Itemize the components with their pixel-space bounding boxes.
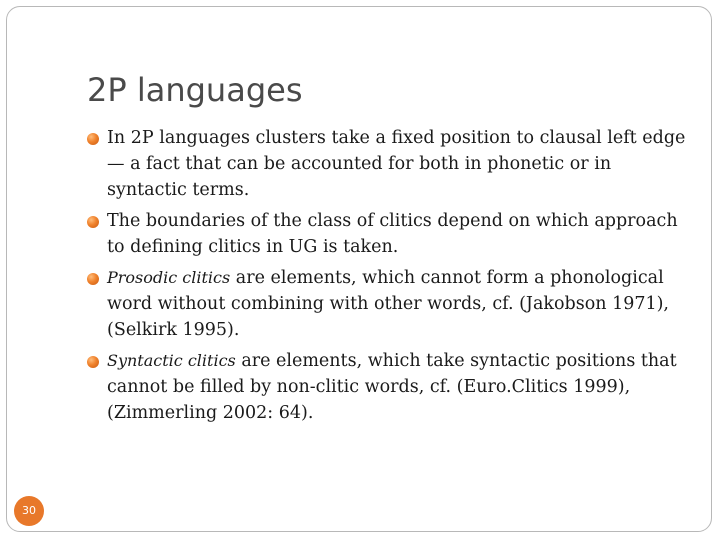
- bullet-item-2: [87, 208, 687, 260]
- bullet-item-3: [87, 265, 687, 343]
- bullet-list: [87, 125, 687, 431]
- bullet-text: are elements, which cannot form a phonological word without combining with other words, cf. (Jakobson 1971), (Selkirk 1995).: [107, 268, 669, 340]
- slide-frame: [6, 6, 712, 532]
- bullet-item-4: [87, 348, 687, 426]
- bullet-dot-icon: [87, 273, 99, 285]
- bullet-dot-icon: [87, 216, 99, 228]
- bullet-item-1: [87, 125, 687, 203]
- bullet-dot-icon: [87, 356, 99, 368]
- bullet-text: The boundaries of the class of clitics depend on which approach to defining clitics in UG is taken.: [107, 211, 678, 257]
- bullet-term: Prosodic clitics: [107, 268, 231, 287]
- bullet-dot-icon: [87, 133, 99, 145]
- bullet-term: Syntactic clitics: [107, 351, 236, 370]
- slide-title: 2P languages: [87, 71, 303, 109]
- page-number-badge: 30: [14, 496, 44, 526]
- bullet-text: are elements, which take syntactic positions that cannot be filled by non-clitic words, cf. (Euro.Clitics 1999), (Zimmerling 2002: 64).: [107, 351, 677, 423]
- bullet-text: In 2P languages clusters take a fixed position to clausal left edge — a fact that can be accounted for both in phonetic or in syntactic terms.: [107, 128, 686, 200]
